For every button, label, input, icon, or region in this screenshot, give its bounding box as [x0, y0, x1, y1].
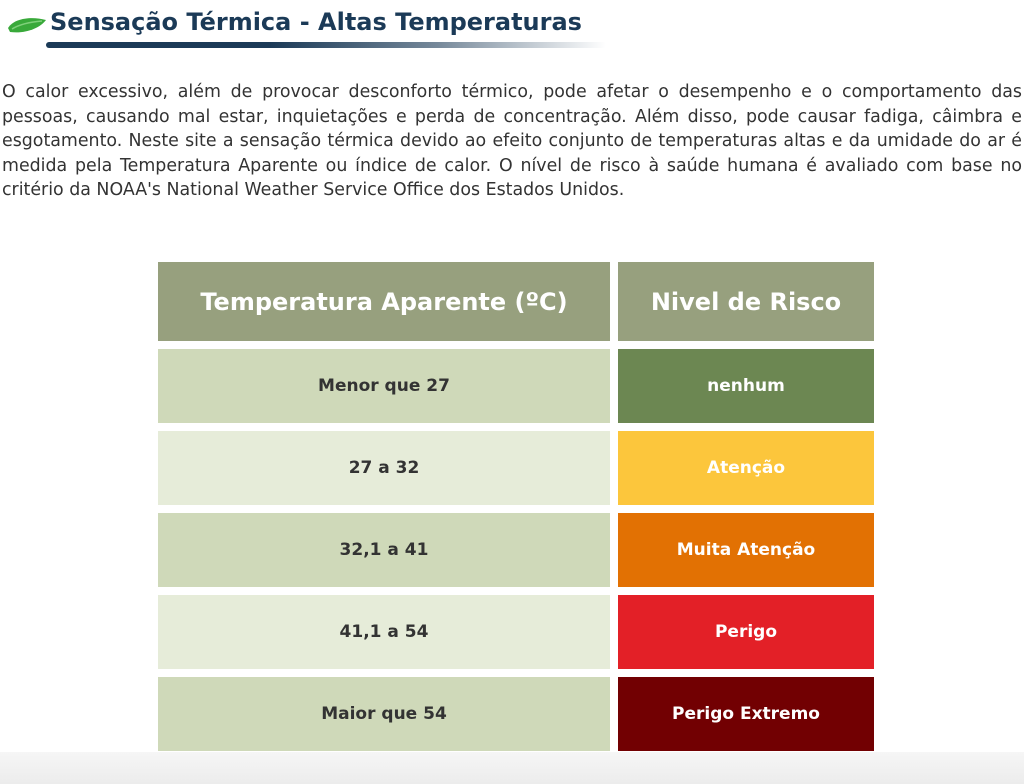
risk-cell: Muita Atenção: [618, 513, 874, 587]
temperature-cell: Menor que 27: [158, 349, 610, 423]
risk-cell: nenhum: [618, 349, 874, 423]
table-row: [158, 677, 874, 751]
risk-cell: Atenção: [618, 431, 874, 505]
page-header: [6, 6, 646, 48]
risk-table: [150, 254, 882, 759]
risk-cell: Perigo: [618, 595, 874, 669]
title-underline: [46, 42, 606, 48]
leaf-icon: [6, 16, 48, 36]
header-temperature: Temperatura Aparente (ºC): [158, 262, 610, 341]
table-row: [158, 431, 874, 505]
temperature-cell: 27 a 32: [158, 431, 610, 505]
table-row: [158, 595, 874, 669]
temperature-cell: Maior que 54: [158, 677, 610, 751]
temperature-cell: 41,1 a 54: [158, 595, 610, 669]
table-row: [158, 513, 874, 587]
page-title: Sensação Térmica - Altas Temperaturas: [50, 8, 582, 36]
temperature-cell: 32,1 a 41: [158, 513, 610, 587]
risk-cell: Perigo Extremo: [618, 677, 874, 751]
intro-paragraph: O calor excessivo, além de provocar desconforto térmico, pode afetar o desempenho e o comportamento das pessoas, causando mal estar, inquietações e perda de concentração. Além disso, pode causar fadiga, câimbra e esgotamento. Neste site a sensação térmica devido ao efeito conjunto de temperaturas altas e da umidade do ar é medida pela Temperatura Aparente ou índice de calor. O nível de risco à saúde humana é avaliado com base no critério da NOAA's National Weather Service Office dos Estados Unidos.: [2, 82, 1022, 201]
header-risk-level: Nivel de Risco: [618, 262, 874, 341]
table-row: [158, 349, 874, 423]
footer-background: [0, 752, 1024, 784]
table-header-row: [158, 262, 874, 341]
